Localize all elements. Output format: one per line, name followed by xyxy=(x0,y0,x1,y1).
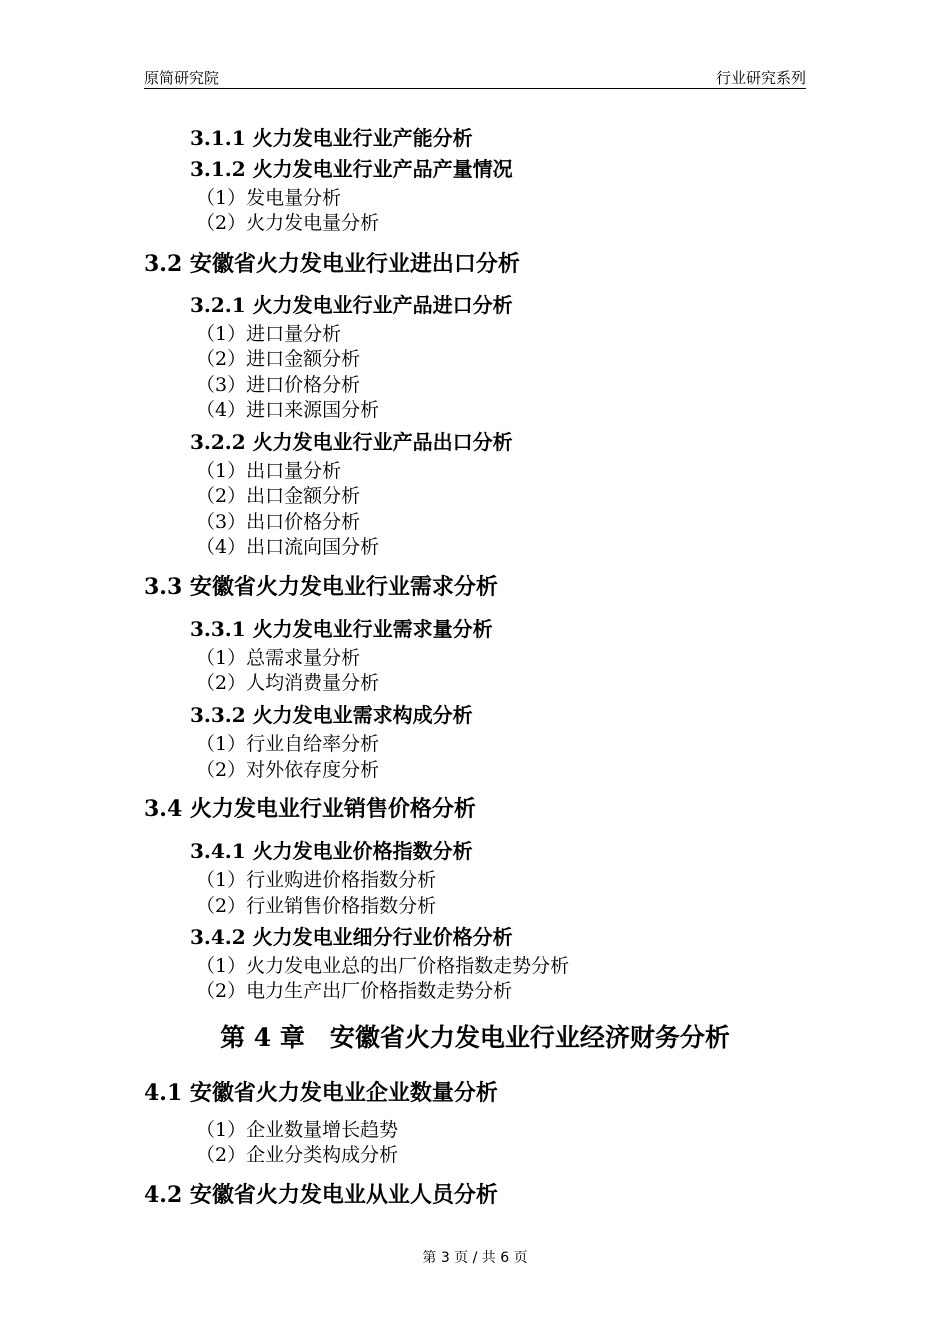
toc-item: （2）进口金额分析 xyxy=(196,348,361,370)
toc-item: （4）出口流向国分析 xyxy=(196,536,380,558)
toc-subsection: 3.3.1 火力发电业行业需求量分析 xyxy=(190,617,493,641)
toc-subsection: 3.2.2 火力发电业行业产品出口分析 xyxy=(190,430,513,454)
toc-section: 4.2 安徽省火力发电业从业人员分析 xyxy=(144,1182,498,1208)
chapter-title: 第 4 章 安徽省火力发电业行业经济财务分析 xyxy=(220,1023,730,1052)
toc-item: （1）发电量分析 xyxy=(196,187,342,209)
toc-item: （1）出口量分析 xyxy=(196,460,342,482)
toc-item: （2）人均消费量分析 xyxy=(196,672,380,694)
toc-subsection: 3.1.1 火力发电业行业产能分析 xyxy=(190,126,473,150)
toc-item: （1）火力发电业总的出厂价格指数走势分析 xyxy=(196,955,570,977)
toc-subsection: 3.4.1 火力发电业价格指数分析 xyxy=(190,839,473,863)
toc-item: （3）出口价格分析 xyxy=(196,511,361,533)
toc-subsection: 3.3.2 火力发电业需求构成分析 xyxy=(190,703,473,727)
toc-subsection: 3.4.2 火力发电业细分行业价格分析 xyxy=(190,925,513,949)
toc-item: （1）行业购进价格指数分析 xyxy=(196,869,437,891)
toc-section: 3.3 安徽省火力发电业行业需求分析 xyxy=(144,574,498,600)
toc-subsection: 3.2.1 火力发电业行业产品进口分析 xyxy=(190,293,513,317)
toc-item: （2）出口金额分析 xyxy=(196,485,361,507)
toc-item: （1）企业数量增长趋势 xyxy=(196,1119,399,1141)
header-series: 行业研究系列 xyxy=(715,69,806,87)
page-header xyxy=(144,66,806,89)
page-number: 第 3 页 / 共 6 页 xyxy=(422,1250,528,1266)
toc-item: （2）企业分类构成分析 xyxy=(196,1144,399,1166)
toc-section: 3.2 安徽省火力发电业行业进出口分析 xyxy=(144,251,520,277)
toc-item: （1）行业自给率分析 xyxy=(196,733,380,755)
toc-item: （1）进口量分析 xyxy=(196,323,342,345)
toc-section: 4.1 安徽省火力发电业企业数量分析 xyxy=(144,1080,498,1106)
toc-subsection: 3.1.2 火力发电业行业产品产量情况 xyxy=(190,157,513,181)
toc-item: （4）进口来源国分析 xyxy=(196,399,380,421)
toc-item: （1）总需求量分析 xyxy=(196,647,361,669)
toc-item: （3）进口价格分析 xyxy=(196,374,361,396)
toc-item: （2）行业销售价格指数分析 xyxy=(196,895,437,917)
toc-item: （2）电力生产出厂价格指数走势分析 xyxy=(196,980,513,1002)
toc-item: （2）对外依存度分析 xyxy=(196,759,380,781)
toc-section: 3.4 火力发电业行业销售价格分析 xyxy=(144,796,476,822)
header-publisher: 原简研究院 xyxy=(144,69,220,87)
toc-item: （2）火力发电量分析 xyxy=(196,212,380,234)
